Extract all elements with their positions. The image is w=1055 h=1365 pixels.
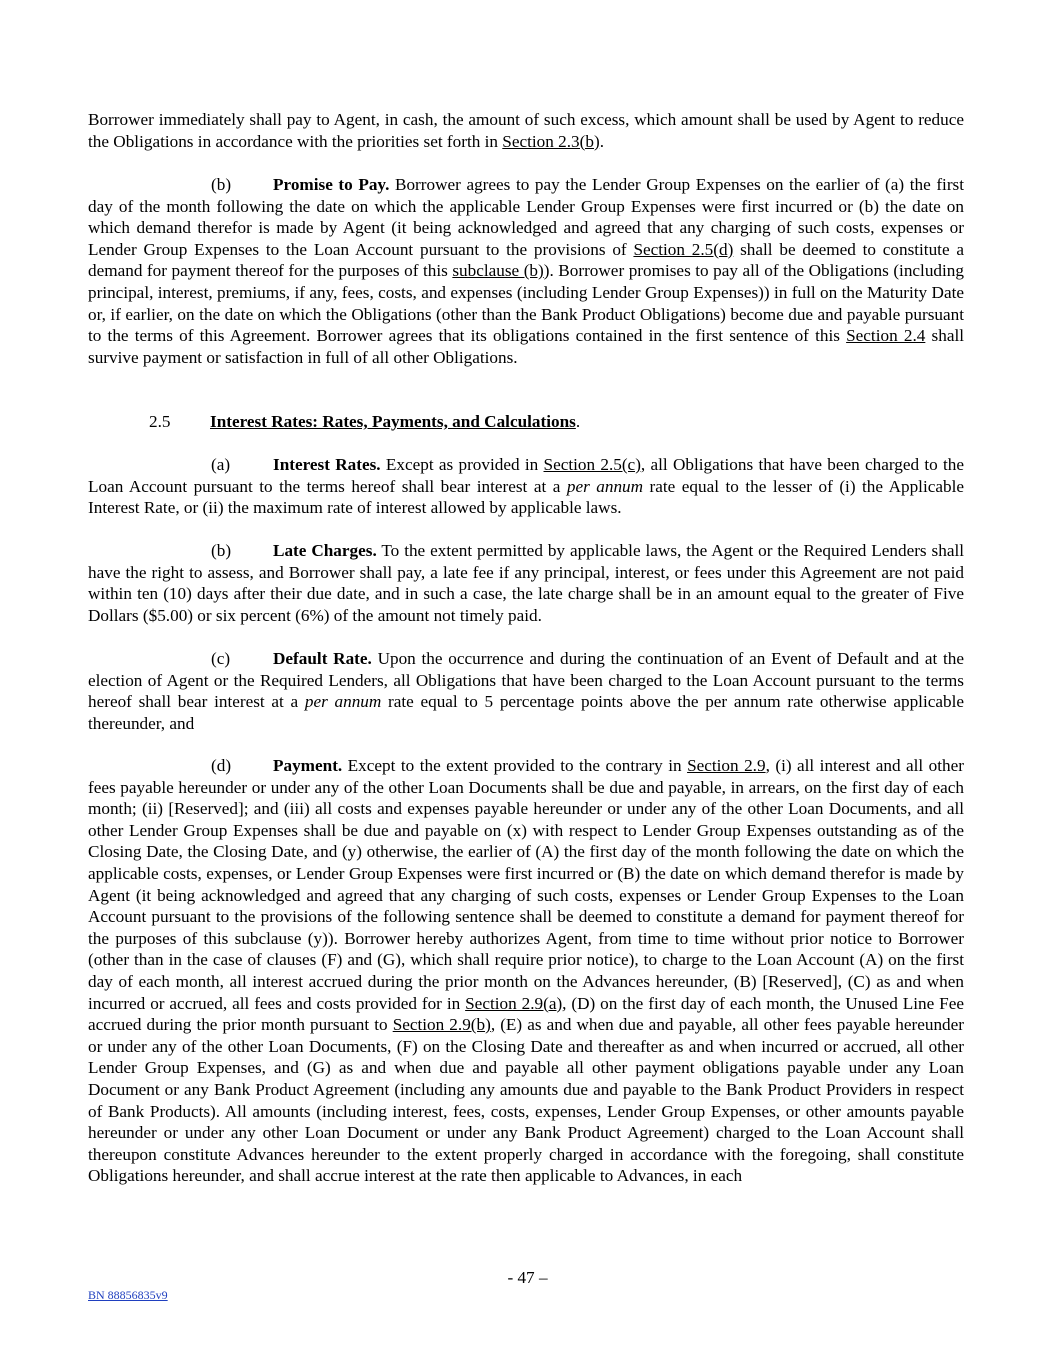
clause-label: (c) [211,649,231,668]
section-reference: Section 2.3(b) [502,131,600,151]
clause-label: (b) [211,541,232,560]
text-run: . [575,412,581,431]
text-run: shall be deemed to constitute a demand for payment thereof for the purposes of this [88,239,965,281]
section-reference: Section 2.5(c) [543,455,641,474]
paragraph-excess-payment [88,109,964,152]
subclause-reference: subclause (b) [452,261,544,281]
paragraph-payment [88,755,964,1187]
section-reference: Section 2.9 [687,756,766,775]
text-run: To the extent permitted by applicable laws, the Agent or the Required Lenders shall have the right to assess, and Borrower shall pay, a late fee if any principal, interest, or fees under this Agreement are not paid within ten (10) days after their due date, and in such a case, the late charge shall be in an amount equal to the greater of Five Dollars ($5.00) or six percent (6%) of the amount not timely paid. [88,541,965,625]
text-run: , (D) on the first day of each month, the Unused Line Fee accrued during the prior month pursuant to [88,993,964,1035]
text-run: Borrower agrees to pay the Lender Group Expenses on the earlier of (a) the first day of the month following the date on which the applicable Lender Group Expenses were first incurred or (b) the date on which demand therefor is made by Agent (it being acknowledged and agreed that any charging of such costs, expenses or Lender Group Expenses to the Loan Account pursuant to the provisions of [88,175,965,259]
section-reference: Section 2.9(b) [392,1015,491,1035]
text-run: ). Borrower promises to pay all of the Obligations (including principal, interest, premiums, if any, fees, costs, and expenses (including Lender Group Expenses)) in full on the Maturity Date or, if earlier, on the date on which the Obligations (other than the Bank Product Obligations) become due and payable pursuant to the terms of this Agreement. Borrower agrees that its obligations contained in the first sentence of this [88,261,964,346]
clause-label: (a) [211,455,231,474]
clause-heading: Late Charges. [273,541,377,560]
clause-label: (b) [211,175,232,194]
section-reference: Section 2.4 [846,326,926,346]
italic-term: per annum [566,476,644,496]
clause-heading: Payment. [273,756,343,775]
text-run: Except to the extent provided to the contrary in [342,756,688,775]
text-run: , (E) as and when due and payable, all other fees payable hereunder or under any of the other Loan Documents, (F) on the Closing Date and thereafter as and when incurred or accrued, all other Lender Group Expenses, and (G) as and when due and payable all other payment obligations payable under any Loan Document or any Bank Product Agreement (including any amounts due and payable to the Bank Product Providers in respect of Bank Products). All amounts (including interest, fees, costs, expenses, Lender Group Expenses, or other amounts payable hereunder or under any other Loan Document or under any Bank Product Agreement) charged to the Loan Account shall thereupon constitute Advances hereunder to the extent properly charged in accordance with the foregoing, shall constitute Obligations hereunder, and shall accrue interest at the rate then applicable to Advances, in each [88,1015,964,1186]
text-run: Upon the occurrence and during the continuation of an Event of Default and at the election of Agent or the Required Lenders, all Obligations that have been charged to the Loan Account pursuant to the terms hereof shall bear interest at a [88,649,964,712]
text-run: Except as provided in [380,455,544,474]
section-number: 2.5 [149,412,171,431]
text-run: . [599,131,604,151]
paragraph-interest-rates [88,454,964,519]
text-run: Borrower immediately shall pay to Agent, in cash, the amount of such excess, which amount shall be used by Agent to reduce the Obligations in accordance with the priorities set forth in [88,110,964,151]
section-reference: Section 2.5(d) [633,239,734,259]
paragraph-default-rate [88,648,964,734]
page-number: - 47 – [507,1268,548,1287]
text-run: rate equal to 5 percentage points above the per annum rate otherwise applicable thereunder, and [88,692,964,733]
clause-label: (d) [211,756,232,775]
section-title: Interest Rates: Rates, Payments, and Calculations [210,412,576,431]
paragraph-promise-to-pay [88,174,964,368]
paragraph-late-charges [88,540,964,626]
section-reference: Section 2.9(a) [465,993,563,1013]
section-heading [88,411,964,433]
clause-heading: Interest Rates. [273,455,381,474]
text-run: rate equal to the lesser of (i) the Applicable Interest Rate, or (ii) the maximum rate of interest allowed by applicable laws. [88,476,964,518]
text-run: , (i) all interest and all other fees payable hereunder or under any of the other Loan Documents shall be due and payable, in arrears, on the first day of each month; (ii) [Reserved]; and (iii) all costs and expenses payable hereunder or under any of the other Loan Documents, and all other Lender Group Expenses shall be due and payable on (x) with respect to Lender Group Expenses outstanding as of the Closing Date, the Closing Date, and (y) otherwise, the earlier of (A) the first day of the month following the date on which the applicable costs, expenses, or Lender Group Expenses were first incurred or (B) the date on which demand therefor is made by Agent (it being acknowledged and agreed that any charging of such costs, expenses or Lender Group Expenses to the Loan Account pursuant to the provisions of the following sentence shall be deemed to constitute a demand for payment thereof for the purposes of this subclause (y)). Borrower hereby authorizes Agent, from time to time without prior notice to Borrower (other than in the case of clauses (F) and (G), which shall require prior notice), to charge to the Loan Account (A) on the first day of each month, all interest accrued during the prior month on the Advances hereunder, (B) [Reserved], (C) as and when incurred or accrued, all fees and costs provided for in [88,756,964,1013]
document-id-link[interactable]: BN 88856835v9 [88,1288,168,1302]
italic-term: per annum [304,692,382,712]
text-run: , all Obligations that have been charged to the Loan Account pursuant to the terms hereof shall bear interest at a [88,455,964,496]
text-run: shall survive payment or satisfaction in full of all other Obligations. [88,326,964,367]
clause-heading: Promise to Pay. [273,175,390,194]
clause-heading: Default Rate. [273,649,372,668]
